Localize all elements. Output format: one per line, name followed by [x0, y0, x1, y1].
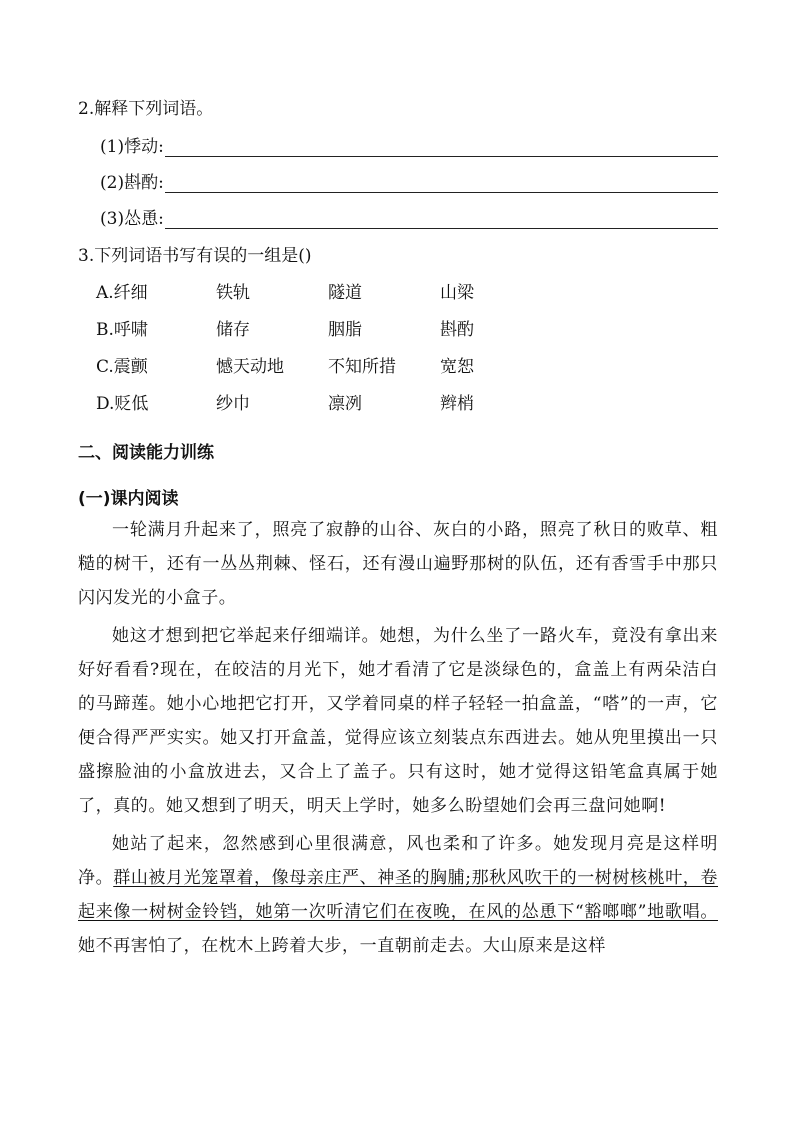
- option-word: 山梁: [440, 283, 474, 303]
- item-label: (1)悸动:: [100, 137, 164, 157]
- question-2-item-2: [100, 173, 718, 193]
- answer-blank-line[interactable]: [165, 140, 718, 157]
- option-word: 斟酌: [440, 320, 474, 340]
- answer-blank-line[interactable]: [165, 212, 718, 229]
- underlined-sentence: 群山被月光笼罩着，像母亲庄严、神圣的胸脯;那秋风吹干的一树树核桃叶，卷起来像一树树金铃铛，她第一次听清它们在夜晚，在风的怂恿下“豁啷啷”地歌唱。: [78, 868, 719, 922]
- option-word: 胭脂: [328, 320, 362, 340]
- option-word: 宽恕: [440, 357, 474, 377]
- answer-blank-line[interactable]: [165, 176, 718, 193]
- passage-paragraph-2: 她这才想到把它举起来仔细端详。她想，为什么坐了一路火车，竟没有拿出来好好看看?现在，在皎洁的月光下，她才看清了它是淡绿色的，盒盖上有两朵洁白的马蹄莲。她小心地把它打开，又学着同桌的样子轻轻一拍盒盖，“嗒”的一声，它便合得严严实实。她又打开盒盖，觉得应该立刻装点东西进去。她从兜里摸出一只盛擦脸油的小盒放进去，又合上了盖子。只有这时，她才觉得这铅笔盒真属于她了，真的。她又想到了明天，明天上学时，她多么盼望她们会再三盘问她啊!: [78, 626, 718, 816]
- option-key: B.呼啸: [96, 320, 148, 340]
- section-heading: 二、阅读能力训练: [78, 443, 214, 463]
- option-key: C.震颤: [96, 357, 148, 377]
- passage-paragraph-1: 一轮满月升起来了，照亮了寂静的山谷、灰白的小路，照亮了秋日的败草、粗糙的树干，还有一丛丛荆棘、怪石，还有漫山遍野那树的队伍，还有香雪手中那只闪闪发光的小盒子。: [78, 520, 718, 608]
- option-word: 辫梢: [440, 394, 474, 414]
- passage-text: 她不再害怕了，在枕木上跨着大步，一直朝前走去。大山原来是这样: [78, 936, 606, 956]
- question-3-title: 3.下列词语书写有误的一组是(): [78, 246, 312, 266]
- passage-paragraph-3: [78, 827, 718, 963]
- item-label: (2)斟酌:: [100, 173, 164, 193]
- option-word: 憾天动地: [216, 357, 284, 377]
- subsection-heading: (一)课内阅读: [78, 489, 179, 509]
- option-key: D.贬低: [96, 394, 149, 414]
- option-word: 隧道: [328, 283, 362, 303]
- option-word: 储存: [216, 320, 250, 340]
- option-word: 铁轨: [216, 283, 250, 303]
- option-word: 不知所措: [328, 357, 396, 377]
- option-word: 纱巾: [216, 394, 250, 414]
- option-key: A.纤细: [96, 283, 148, 303]
- passage-text: 她站了起来，忽然感到心里很满意，风也柔和了许多。她发现月亮是这样明净。: [78, 834, 718, 888]
- item-label: (3)怂恿:: [100, 209, 164, 229]
- question-2-item-3: [100, 209, 718, 229]
- question-2-title: 2.解释下列词语。: [78, 99, 214, 119]
- question-2-item-1: [100, 137, 718, 157]
- option-word: 凛冽: [328, 394, 362, 414]
- reading-passage: [78, 513, 718, 963]
